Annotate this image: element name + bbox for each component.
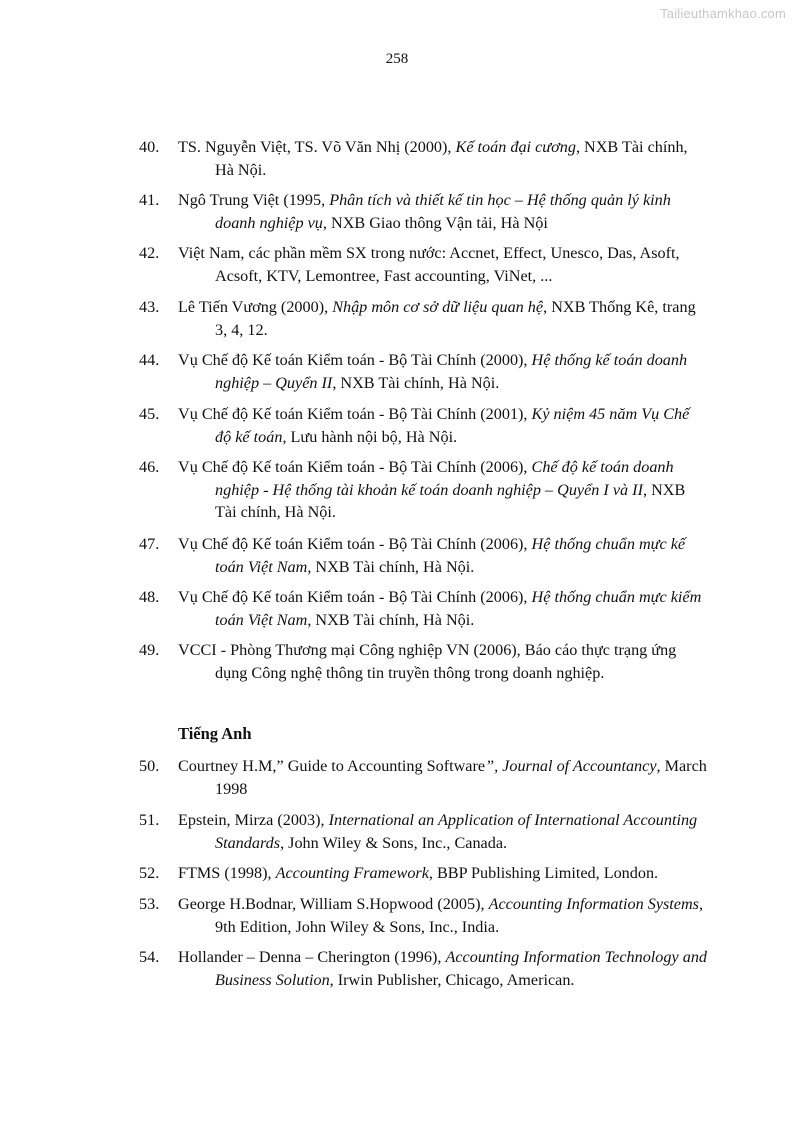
- reference-title: Kỷ niệm 45 năm Vụ Chế độ kế toán: [215, 405, 690, 446]
- reference-segment: , NXB Tài chính, Hà Nội.: [307, 610, 475, 629]
- reference-text: [178, 296, 709, 341]
- reference-segment: , John Wiley & Sons, Inc., Canada.: [280, 833, 508, 852]
- reference-text: [178, 403, 709, 448]
- reference-number: 41.: [139, 191, 160, 209]
- reference-number: 49.: [139, 641, 160, 659]
- reference-segment: , NXB Tài chính, Hà Nội.: [332, 373, 500, 392]
- reference-segment: , NXB Giao thông Vận tải, Hà Nội: [322, 213, 548, 232]
- reference-entry: [139, 136, 709, 181]
- reference-text: [178, 136, 709, 181]
- reference-title: Hệ thống kế toán doanh nghiệp – Quyển II: [215, 351, 688, 392]
- reference-segment: VCCI - Phòng Thương mại Công nghiệp VN (2006), Báo cáo thực trạng ứng dụng Công nghệ thông tin truyền thông trong doanh nghiệp.: [178, 641, 677, 682]
- reference-number: 51.: [139, 811, 160, 829]
- reference-title: Accounting Information Technology and Business Solution: [215, 948, 708, 989]
- reference-segment: George H.Bodnar, William S.Hopwood (2005),: [178, 895, 489, 913]
- reference-segment: , NXB Tài chính, Hà Nội.: [307, 557, 475, 576]
- reference-segment: Vụ Chế độ Kế toán Kiểm toán - Bộ Tài Chính (2000),: [178, 351, 532, 369]
- reference-text: [178, 755, 709, 800]
- reference-title: Hệ thống chuẩn mực kế toán Việt Nam: [215, 535, 686, 576]
- reference-number: 46.: [139, 458, 160, 476]
- reference-text: [178, 946, 709, 991]
- reference-segment: FTMS (1998),: [178, 864, 276, 882]
- reference-entry: [139, 755, 709, 800]
- reference-segment: Vụ Chế độ Kế toán Kiểm toán - Bộ Tài Chính (2006),: [178, 535, 532, 553]
- reference-segment: Hollander – Denna – Cherington (1996),: [178, 948, 446, 966]
- reference-number: 44.: [139, 351, 160, 369]
- reference-number: 53.: [139, 895, 160, 913]
- reference-text: [178, 639, 709, 684]
- reference-segment: , NXB Thống Kê, trang 3, 4, 12.: [215, 298, 696, 339]
- reference-entry: [139, 456, 709, 524]
- reference-title: International an Application of International Accounting Standards: [215, 811, 698, 852]
- watermark: Tailieuthamkhao.com: [660, 6, 786, 21]
- reference-number: 54.: [139, 948, 160, 966]
- reference-segment: Ngô Trung Việt (1995,: [178, 191, 330, 209]
- reference-segment: , NXB Tài chính, Hà Nội.: [215, 138, 688, 179]
- reference-title: ”, Journal of Accountancy: [485, 757, 657, 775]
- reference-number: 40.: [139, 138, 160, 156]
- reference-entry: [139, 533, 709, 578]
- reference-entry: [139, 189, 709, 234]
- reference-entry: [139, 296, 709, 341]
- reference-segment: Việt Nam, các phần mềm SX trong nước: Accnet, Effect, Unesco, Das, Asoft, Acsoft, KTV, Lemontree, Fast accounting, ViNet, ...: [178, 244, 680, 285]
- reference-text: [178, 456, 709, 524]
- reference-entry: [139, 893, 709, 938]
- reference-segment: TS. Nguyễn Việt, TS. Võ Văn Nhị (2000),: [178, 138, 456, 156]
- reference-segment: Lê Tiến Vương (2000),: [178, 298, 333, 316]
- reference-text: [178, 809, 709, 854]
- reference-segment: Epstein, Mirza (2003),: [178, 811, 329, 829]
- reference-entry: [139, 946, 709, 991]
- reference-text: [178, 586, 709, 631]
- reference-number: 52.: [139, 864, 160, 882]
- reference-title: Chế độ kế toán doanh nghiệp - Hệ thống tài khoản kế toán doanh nghiệp – Quyển I và II: [215, 458, 674, 499]
- reference-segment: , NXB Tài chính, Hà Nội.: [215, 480, 686, 521]
- reference-entry: [139, 639, 709, 684]
- reference-segment: Courtney H.M,” Guide to Accounting Software: [178, 757, 486, 775]
- reference-segment: Vụ Chế độ Kế toán Kiểm toán - Bộ Tài Chính (2006),: [178, 588, 532, 606]
- reference-segment: , March 1998: [215, 757, 707, 798]
- reference-number: 43.: [139, 298, 160, 316]
- reference-segment: Vụ Chế độ Kế toán Kiểm toán - Bộ Tài Chính (2001),: [178, 405, 532, 423]
- reference-segment: , 9th Edition, John Wiley & Sons, Inc., India.: [215, 895, 704, 936]
- reference-entry: [139, 349, 709, 394]
- reference-title: Accounting Information Systems: [488, 895, 699, 913]
- page-number: 258: [385, 51, 409, 67]
- reference-segment: , Irwin Publisher, Chicago, American.: [329, 970, 575, 989]
- reference-segment: , Lưu hành nội bộ, Hà Nội.: [282, 427, 458, 446]
- reference-entry: [139, 242, 709, 287]
- reference-number: 45.: [139, 405, 160, 423]
- reference-title: Kế toán đại cương: [455, 138, 576, 156]
- reference-title: Hệ thống chuẩn mực kiểm toán Việt Nam: [215, 588, 702, 629]
- reference-text: [178, 242, 709, 287]
- english-section-heading: Tiếng Anh: [178, 724, 252, 743]
- reference-number: 42.: [139, 244, 160, 262]
- reference-number: 48.: [139, 588, 160, 606]
- reference-entry: [139, 586, 709, 631]
- reference-entry: [139, 862, 709, 885]
- reference-title: Accounting Framework: [275, 864, 429, 882]
- reference-text: [178, 189, 709, 234]
- reference-text: [178, 862, 709, 885]
- reference-text: [178, 533, 709, 578]
- reference-entry: [139, 403, 709, 448]
- reference-title: Nhập môn cơ sở dữ liệu quan hệ: [332, 298, 544, 316]
- reference-text: [178, 893, 709, 938]
- reference-text: [178, 349, 709, 394]
- reference-segment: , BBP Publishing Limited, London.: [428, 864, 659, 882]
- reference-number: 50.: [139, 757, 160, 775]
- reference-title: Phân tích và thiết kế tin học – Hệ thống quản lý kinh doanh nghiệp vụ: [215, 191, 671, 232]
- reference-entry: [139, 809, 709, 854]
- reference-number: 47.: [139, 535, 160, 553]
- reference-segment: Vụ Chế độ Kế toán Kiểm toán - Bộ Tài Chính (2006),: [178, 458, 532, 476]
